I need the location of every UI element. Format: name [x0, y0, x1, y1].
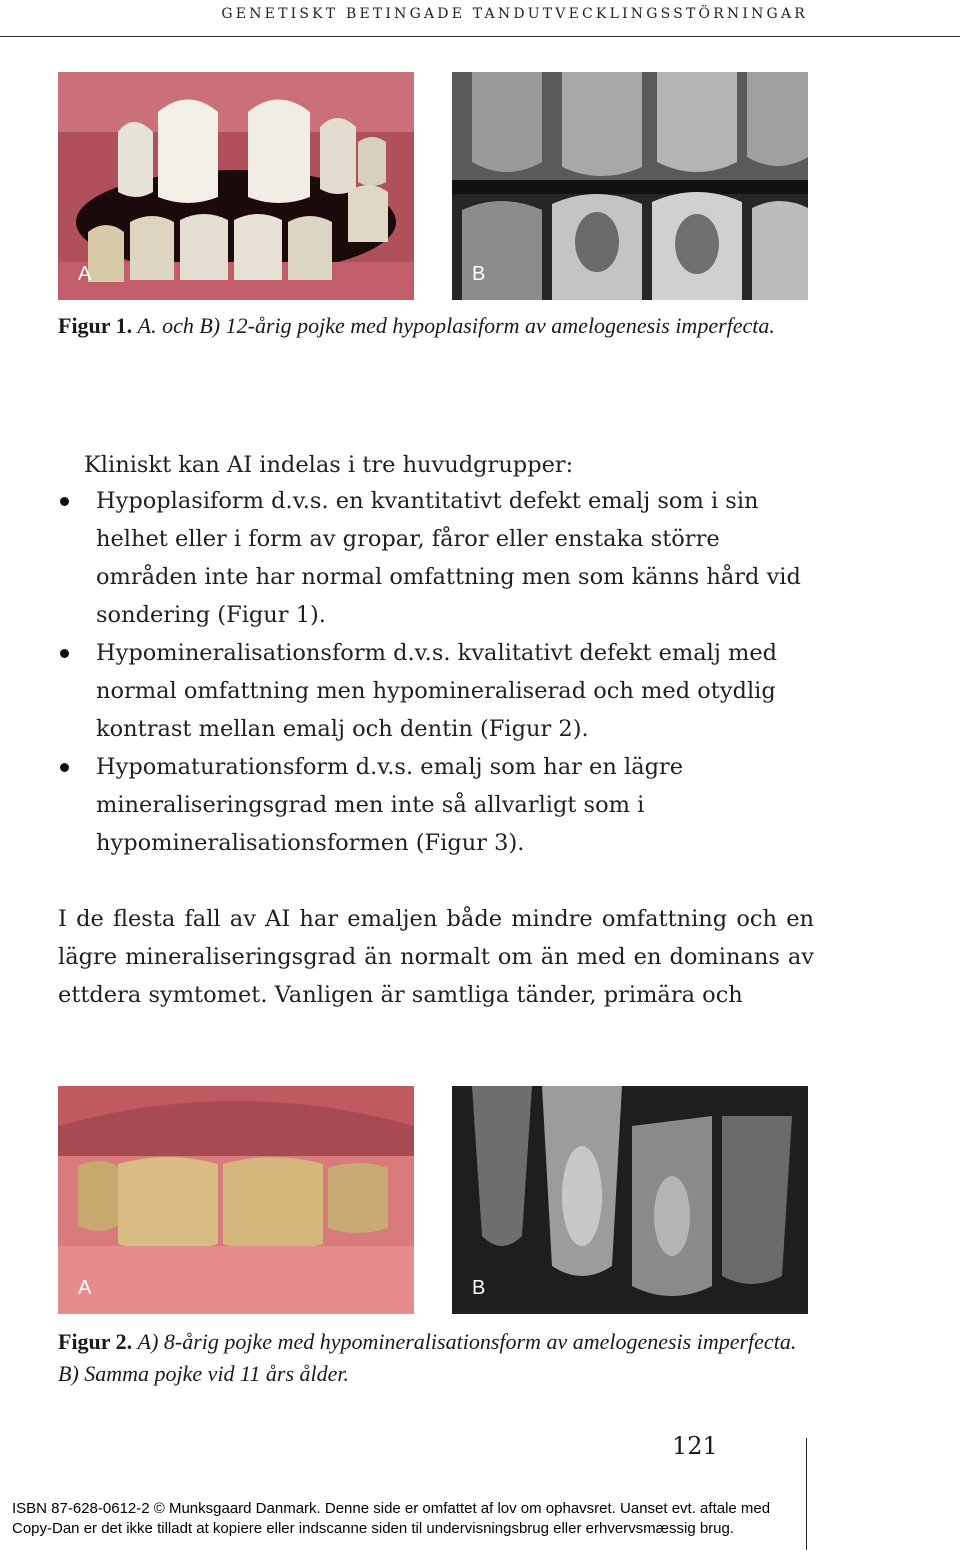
bullet-text: Hypomineralisationsform d.v.s. kvalitativt defekt emalj med normal omfattning men hypomineraliserad och med otydlig kontrast mellan emalj och dentin (Figur 2).: [96, 640, 778, 742]
bullet-dot: [60, 649, 69, 658]
figure2-panel-b-letter: B: [472, 1277, 486, 1299]
figure1-panel-b-letter: B: [472, 263, 486, 285]
figure2-panel-a-letter: A: [78, 1277, 92, 1299]
figure1-caption: [58, 310, 808, 342]
figure1-caption-label: Figur 1.: [58, 313, 133, 338]
figure1-panel-a-letter: A: [78, 263, 92, 285]
footer-line-1: ISBN 87-628-0612-2 © Munksgaard Danmark. Denne side er omfattet af lov om ophavsret. Uanset evt. aftale med: [12, 1500, 771, 1517]
footer-line-2: Copy-Dan er det ikke tilladt at kopiere eller indscanne siden til undervisningsbrug eller erhvervsmæssig brug.: [12, 1520, 735, 1537]
figure1-photo-b: [452, 72, 808, 300]
list-item: [58, 748, 818, 862]
bullet-list: [58, 482, 818, 862]
bullet-text: Hypomaturationsform d.v.s. emalj som har en lägre mineraliseringsgrad men inte så allvarligt som i hypomineralisationsformen (Figur 3).: [96, 754, 684, 856]
figure2-photo-b: [452, 1086, 808, 1314]
figure2-caption-label: Figur 2.: [58, 1329, 133, 1354]
bullet-text: Hypoplasiform d.v.s. en kvantitativt defekt emalj som i sin helhet eller i form av gropar, fåror eller enstaka större områden inte har normal omfattning men som känns hård vid sondering (Figur 1).: [96, 488, 801, 628]
figure2-caption-text: A) 8-årig pojke med hypomineralisationsform av amelogenesis imperfecta. B) Samma pojke vid 11 års ålder.: [58, 1329, 797, 1386]
figure2-photo-a: [58, 1086, 414, 1314]
figure2-caption: [58, 1326, 808, 1390]
margin-rule: [806, 1438, 807, 1550]
figure1-photo-a: [58, 72, 414, 300]
page-number: 121: [672, 1432, 718, 1460]
header-rule: [0, 36, 960, 37]
list-item: [58, 482, 818, 634]
body-paragraph: I de flesta fall av AI har emaljen både mindre omfattning och en lägre mineraliseringsgrad än normalt om än med en dominans av ettdera symtomet. Vanligen är samtliga tänder, primära och: [58, 906, 814, 1008]
bullet-dot: [60, 763, 69, 772]
intro-text: Kliniskt kan AI indelas i tre huvudgrupper:: [84, 452, 574, 478]
figure1-caption-text: A. och B) 12-årig pojke med hypoplasiform av amelogenesis imperfecta.: [137, 313, 775, 338]
running-head: GENETISKT BETINGADE TANDUTVECKLINGSSTÖRNINGAR: [221, 6, 808, 22]
bullet-dot: [60, 497, 69, 506]
list-item: [58, 634, 818, 748]
